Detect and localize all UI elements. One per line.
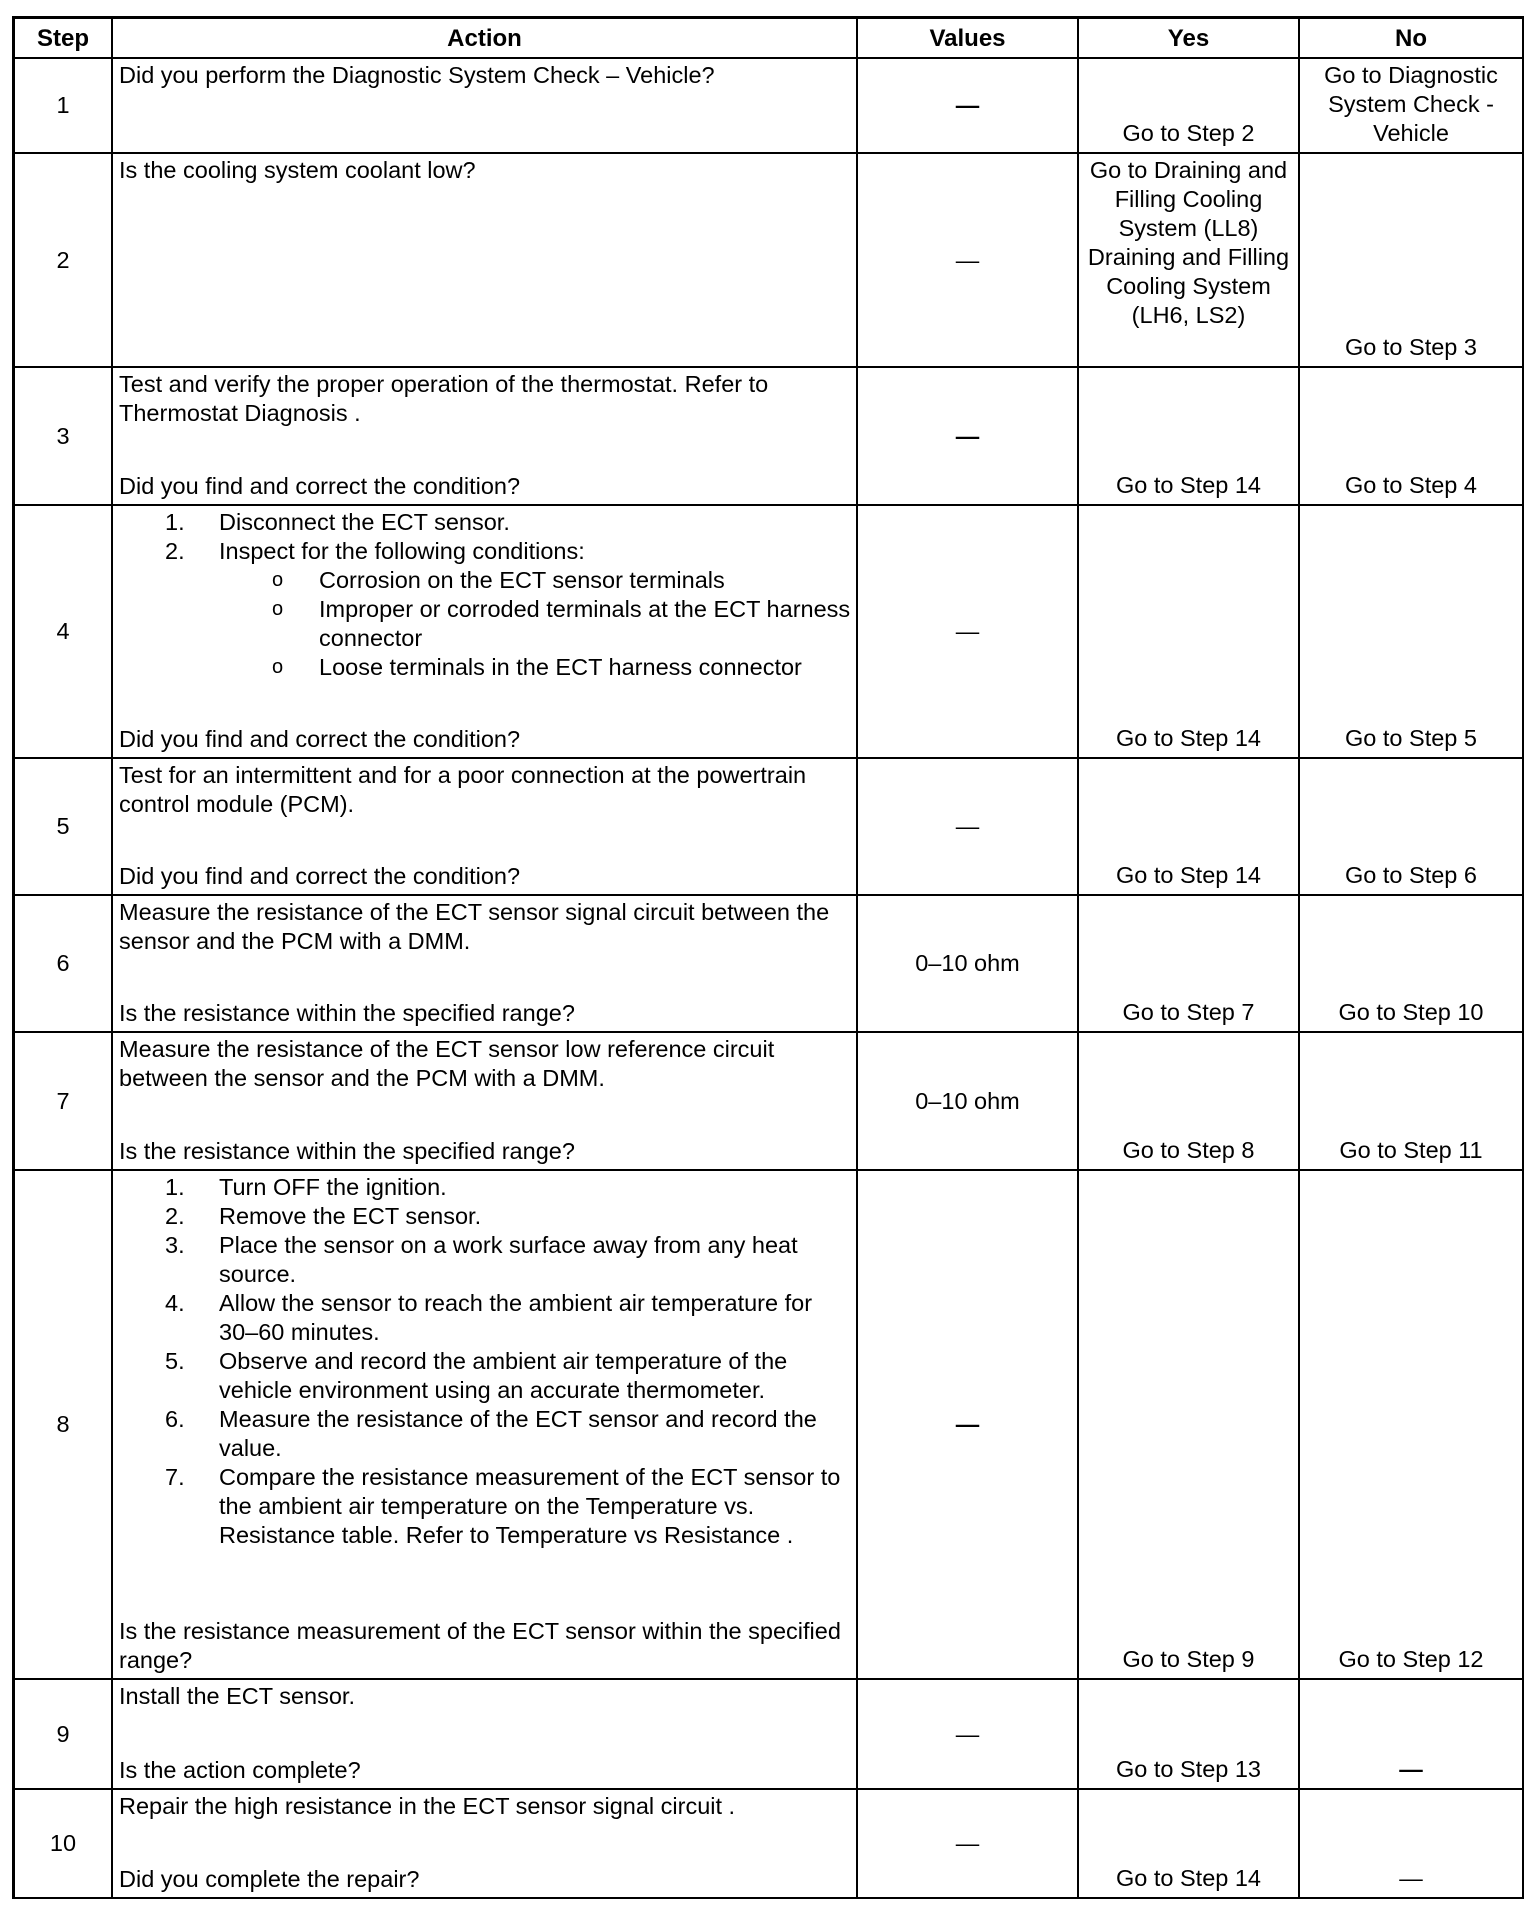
action-question: Did you find and correct the condition? (119, 473, 521, 499)
header-no: No (1300, 16, 1524, 59)
action-question: Did you complete the repair? (119, 1866, 420, 1892)
list-item: o Loose terminals in the ECT harness connector (272, 654, 802, 680)
no-cell: Go to Step 3 (1300, 154, 1524, 368)
table-row (12, 759, 1524, 896)
list-item: 3. Place the sensor on a work surface away from any heat source. (165, 1232, 798, 1287)
header-values: Values (858, 16, 1079, 59)
step-number: 2 (12, 154, 113, 368)
no-cell: — (1300, 1680, 1524, 1790)
header-row (12, 16, 1524, 59)
no-cell: Go to Diagnostic System Check - Vehicle (1300, 59, 1524, 154)
no-cell: Go to Step 6 (1300, 759, 1524, 896)
list-item: o Corrosion on the ECT sensor terminals (272, 567, 725, 593)
step-number: 8 (12, 1171, 113, 1680)
step-number: 10 (12, 1790, 113, 1899)
condition-sublist (219, 566, 852, 682)
list-item: 1. Turn OFF the ignition. (165, 1174, 447, 1200)
action-question: Did you find and correct the condition? (119, 726, 521, 752)
values-cell: — (858, 368, 1079, 506)
step-number: 6 (12, 896, 113, 1033)
diagnostic-table-sheet (12, 16, 1524, 1899)
table-row (12, 506, 1524, 759)
action-text: Test and verify the proper operation of the thermostat. Refer to Thermostat Diagnosis . (119, 371, 769, 426)
header-action: Action (113, 16, 858, 59)
action-cell (113, 506, 858, 759)
table-row (12, 1790, 1524, 1899)
action-cell (113, 1171, 858, 1680)
table-row (12, 1033, 1524, 1171)
action-steps-list (119, 1173, 852, 1550)
no-cell: Go to Step 10 (1300, 896, 1524, 1033)
action-text: Measure the resistance of the ECT sensor signal circuit between the sensor and the PCM with a DMM. (119, 899, 830, 954)
action-question: Is the resistance within the specified range? (119, 1000, 575, 1026)
action-text: Test for an intermittent and for a poor connection at the powertrain control module (PCM). (119, 762, 807, 817)
list-item: 6. Measure the resistance of the ECT sensor and record the value. (165, 1406, 817, 1461)
list-item: 2. Remove the ECT sensor. (165, 1203, 482, 1229)
step-number: 3 (12, 368, 113, 506)
action-text: Install the ECT sensor. (119, 1683, 355, 1709)
values-cell: — (858, 1790, 1079, 1899)
header-step: Step (12, 16, 113, 59)
action-question: Is the action complete? (119, 1757, 361, 1783)
no-cell: Go to Step 4 (1300, 368, 1524, 506)
action-text: Is the cooling system coolant low? (119, 157, 476, 183)
no-cell: — (1300, 1790, 1524, 1899)
values-cell: 0–10 ohm (858, 1033, 1079, 1171)
action-cell (113, 1790, 858, 1899)
action-text: Measure the resistance of the ECT sensor low reference circuit between the sensor and the PCM with a DMM. (119, 1036, 775, 1091)
values-cell: — (858, 1171, 1079, 1680)
values-cell: — (858, 59, 1079, 154)
table-row (12, 1680, 1524, 1790)
action-cell (113, 368, 858, 506)
action-cell (113, 1033, 858, 1171)
list-item: 5. Observe and record the ambient air temperature of the vehicle environment using an accurate thermometer. (165, 1348, 788, 1403)
action-text: Did you perform the Diagnostic System Check – Vehicle? (119, 62, 715, 88)
step-number: 7 (12, 1033, 113, 1171)
yes-cell: Go to Step 13 (1079, 1680, 1300, 1790)
list-item: 2. Inspect for the following conditions: o Corrosion on the ECT sensor terminals o Improper or corroded terminals at the ECT harness connector o Loose terminals in the ECT harness connector (165, 538, 851, 680)
action-cell (113, 759, 858, 896)
yes-cell: Go to Step 9 (1079, 1171, 1300, 1680)
action-cell (113, 59, 858, 154)
values-cell: — (858, 154, 1079, 368)
values-cell: 0–10 ohm (858, 896, 1079, 1033)
yes-cell: Go to Step 14 (1079, 759, 1300, 896)
step-number: 1 (12, 59, 113, 154)
no-cell: Go to Step 12 (1300, 1171, 1524, 1680)
table-row (12, 896, 1524, 1033)
values-cell: — (858, 759, 1079, 896)
action-steps-list (119, 508, 852, 682)
header-yes: Yes (1079, 16, 1300, 59)
action-cell (113, 154, 858, 368)
table-row (12, 1171, 1524, 1680)
action-question: Did you find and correct the condition? (119, 863, 521, 889)
list-item: o Improper or corroded terminals at the ECT harness connector (272, 596, 851, 651)
action-question: Is the resistance measurement of the ECT sensor within the specified range? (119, 1618, 841, 1673)
yes-cell: Go to Step 14 (1079, 1790, 1300, 1899)
step-number: 4 (12, 506, 113, 759)
yes-cell: Go to Step 7 (1079, 896, 1300, 1033)
diagnostic-table (12, 16, 1524, 1899)
values-cell: — (858, 506, 1079, 759)
action-cell (113, 1680, 858, 1790)
no-cell: Go to Step 11 (1300, 1033, 1524, 1171)
yes-cell: Go to Draining and Filling Cooling System (LL8) Draining and Filling Cooling System (LH6, LS2) (1079, 154, 1300, 368)
yes-cell: Go to Step 14 (1079, 368, 1300, 506)
list-item: 7. Compare the resistance measurement of the ECT sensor to the ambient air temperature on the Temperature vs. Resistance table. Refer to Temperature vs Resistance . (165, 1464, 841, 1548)
table-row (12, 368, 1524, 506)
action-question: Is the resistance within the specified range? (119, 1138, 575, 1164)
yes-cell: Go to Step 8 (1079, 1033, 1300, 1171)
no-cell: Go to Step 5 (1300, 506, 1524, 759)
yes-cell: Go to Step 2 (1079, 59, 1300, 154)
yes-cell: Go to Step 14 (1079, 506, 1300, 759)
list-item: 4. Allow the sensor to reach the ambient air temperature for 30–60 minutes. (165, 1290, 813, 1345)
values-cell: — (858, 1680, 1079, 1790)
list-item: 1. Disconnect the ECT sensor. (165, 509, 510, 535)
step-number: 5 (12, 759, 113, 896)
table-row (12, 59, 1524, 154)
action-cell (113, 896, 858, 1033)
action-text: Repair the high resistance in the ECT sensor signal circuit . (119, 1793, 736, 1819)
step-number: 9 (12, 1680, 113, 1790)
table-row (12, 154, 1524, 368)
